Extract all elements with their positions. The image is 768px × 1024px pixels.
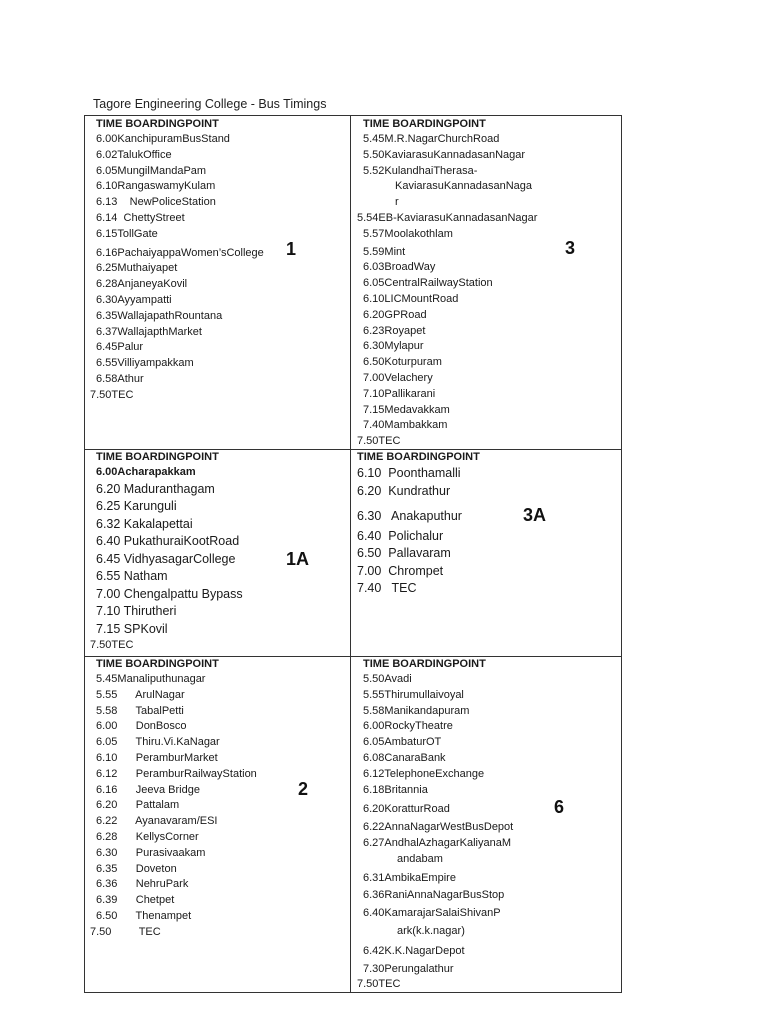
stop-row: 6.32 Kakalapettai <box>96 516 193 531</box>
route-3-cell <box>357 117 538 450</box>
stop-row: 6.55Villiyampakkam <box>96 357 194 370</box>
stop-row: 6.39 Chetpet <box>96 894 175 907</box>
stop-row: 6.00Acharapakkam <box>96 466 196 478</box>
column-divider <box>350 115 351 993</box>
stop-row: 7.50TEC <box>90 388 134 401</box>
stop-row: 6.50 Thenampet <box>96 909 192 922</box>
stop-row: 6.08CanaraBank <box>363 751 446 764</box>
stop-row: 6.05AmbaturOT <box>363 736 442 749</box>
stop-row: 6.40 PukathuraiKootRoad <box>96 534 240 549</box>
stop-row: 5.55Thirumullaivoyal <box>363 688 464 701</box>
stop-row: 7.40 TEC <box>357 581 417 595</box>
stop-row: 7.15Medavakkam <box>363 403 450 416</box>
stop-row: 6.16 Jeeva Bridge <box>96 783 200 796</box>
stop-row: 6.20GPRoad <box>363 308 427 321</box>
stop-row: 6.20 Pattalam <box>96 799 180 812</box>
stop-row: 5.54EB-KaviarasuKannadasanNagar <box>357 211 538 224</box>
stop-row: 7.00Velachery <box>363 371 433 384</box>
stop-row: 7.50 TEC <box>90 925 161 938</box>
stop-row: 7.50TEC <box>357 978 401 991</box>
stop-row: 6.14 ChettyStreet <box>96 211 185 224</box>
stop-row: KaviarasuKannadasanNaga <box>395 180 532 193</box>
column-header: TIME BOARDINGPOINT <box>363 658 486 670</box>
stop-row: 6.55 Natham <box>96 569 168 584</box>
stop-row: 7.50TEC <box>357 435 401 448</box>
stop-row: 6.20KoratturRoad <box>363 803 450 816</box>
route-1-cell <box>90 117 264 404</box>
stop-row: 6.05CentralRailwayStation <box>363 277 493 290</box>
route-1a-cell <box>90 450 243 654</box>
stop-row: 6.40 Polichalur <box>357 528 444 543</box>
route-3a-cell <box>357 450 480 598</box>
stop-row: 7.00 Chengalpattu Bypass <box>96 586 243 601</box>
stop-row: 5.50Avadi <box>363 673 412 685</box>
stop-row: 6.30 Purasivaakam <box>96 846 206 859</box>
column-header: TIME BOARDINGPOINT <box>96 658 219 670</box>
stop-row: 6.35WallajapathRountana <box>96 309 223 322</box>
stop-row: 6.35 Doveton <box>96 862 177 875</box>
route-number: 6 <box>554 797 565 817</box>
stop-row: 6.36 NehruPark <box>96 878 189 891</box>
route-6-cell <box>357 657 514 993</box>
stop-row: 6.10 Poonthamalli <box>357 466 461 480</box>
stop-row: 7.10 Thirutheri <box>96 604 177 619</box>
stop-row: r <box>395 196 399 209</box>
stop-row: 6.00KanchipuramBusStand <box>96 133 230 145</box>
stop-row: 5.45M.R.NagarChurchRoad <box>363 133 500 145</box>
stop-row: 6.30 Anakaputhur <box>357 509 462 523</box>
stop-row: 6.42K.K.NagarDepot <box>363 944 465 957</box>
route-number: 1A <box>286 549 310 569</box>
stop-row: 7.40Mambakkam <box>363 419 448 432</box>
stop-row: 6.25Muthaiyapet <box>96 262 178 275</box>
stop-row: 6.20 Kundrathur <box>357 483 451 498</box>
column-header: TIME BOARDINGPOINT <box>363 118 486 130</box>
stop-row: 7.30Perungalathur <box>363 962 454 975</box>
stop-row: 6.37WallajapthMarket <box>96 325 202 338</box>
stop-row: ark(k.k.nagar) <box>397 924 465 937</box>
stop-row: 6.02TalukOffice <box>96 148 172 161</box>
stop-row: 5.55 ArulNagar <box>96 688 185 701</box>
stop-row: 6.28AnjaneyaKovil <box>96 278 188 291</box>
stop-row: 6.16PachaiyappaWomen’sCollege <box>96 246 264 259</box>
route-number: 3A <box>523 505 547 525</box>
stop-row: 5.50KaviarasuKannadasanNagar <box>363 148 526 161</box>
column-header: TIME BOARDINGPOINT <box>357 451 480 463</box>
stop-row: 6.30Mylapur <box>363 340 424 353</box>
stop-row: 6.30Ayyampatti <box>96 293 172 306</box>
stop-row: 6.03BroadWay <box>363 261 436 274</box>
stop-row: 6.36RaniAnnaNagarBusStop <box>363 889 505 902</box>
stop-row: 6.23Royapet <box>363 324 426 337</box>
stop-row: 6.50 Pallavaram <box>357 546 451 560</box>
stop-row: 7.15 SPKovil <box>96 621 168 636</box>
stop-row: 6.31AmbikaEmpire <box>363 871 456 884</box>
route-number: 3 <box>565 238 576 258</box>
stop-row: 6.05 Thiru.Vi.KaNagar <box>96 736 220 749</box>
document-title: Tagore Engineering College - Bus Timings <box>93 97 327 111</box>
stop-row: 6.13 NewPoliceStation <box>96 196 216 209</box>
stop-row: 6.15TollGate <box>96 227 158 240</box>
stop-row: 6.45 VidhyasagarCollege <box>96 551 236 566</box>
stop-row: 5.52KulandhaiTherasa- <box>363 164 478 177</box>
stop-row: 6.20 Maduranthagam <box>96 481 215 496</box>
stop-row: 5.58Manikandapuram <box>363 704 470 717</box>
stop-row: 6.50Koturpuram <box>363 356 442 369</box>
stop-row: 7.10Pallikarani <box>363 387 436 400</box>
stop-row: 6.22 Ayanavaram/ESI <box>96 815 218 828</box>
stop-row: 7.00 Chrompet <box>357 563 444 578</box>
column-header: TIME BOARDINGPOINT <box>96 118 219 130</box>
stop-row: 6.10LICMountRoad <box>363 292 459 305</box>
stop-row: 6.05MungilMandaPam <box>96 164 207 177</box>
stop-row: 6.00RockyTheatre <box>363 720 453 733</box>
stop-row: 7.50TEC <box>90 639 134 652</box>
stop-row: 6.28 KellysCorner <box>96 830 199 843</box>
stop-row: 6.45Palur <box>96 341 144 354</box>
stop-row: 6.40KamarajarSalaiShivanP <box>363 907 501 920</box>
stop-row: 6.18Britannia <box>363 783 428 796</box>
stop-row: 6.22AnnaNagarWestBusDepot <box>363 821 514 834</box>
stop-row: 6.12 PeramburRailwayStation <box>96 767 257 780</box>
stop-row: 6.25 Karunguli <box>96 499 177 514</box>
stop-row: 6.58Athur <box>96 372 144 385</box>
stop-row: 6.10 PeramburMarket <box>96 751 218 764</box>
route-number: 1 <box>286 239 297 259</box>
stop-row: 5.57Moolakothlam <box>363 227 453 240</box>
stop-row: 5.59Mint <box>363 245 406 258</box>
route-1-stops <box>90 132 264 404</box>
stop-row: 5.45Manaliputhunagar <box>96 673 206 685</box>
column-header: TIME BOARDINGPOINT <box>96 451 219 463</box>
stop-row: 5.58 TabalPetti <box>96 704 184 717</box>
route-2-cell <box>90 657 257 941</box>
stop-row: 6.12TelephoneExchange <box>363 767 485 780</box>
stop-row: andabam <box>397 852 443 865</box>
stop-row: 6.27AndhalAzhagarKaliyanaM <box>363 836 511 849</box>
route-number: 2 <box>298 779 309 799</box>
stop-row: 6.00 DonBosco <box>96 720 187 733</box>
stop-row: 6.10RangaswamyKulam <box>96 180 216 193</box>
